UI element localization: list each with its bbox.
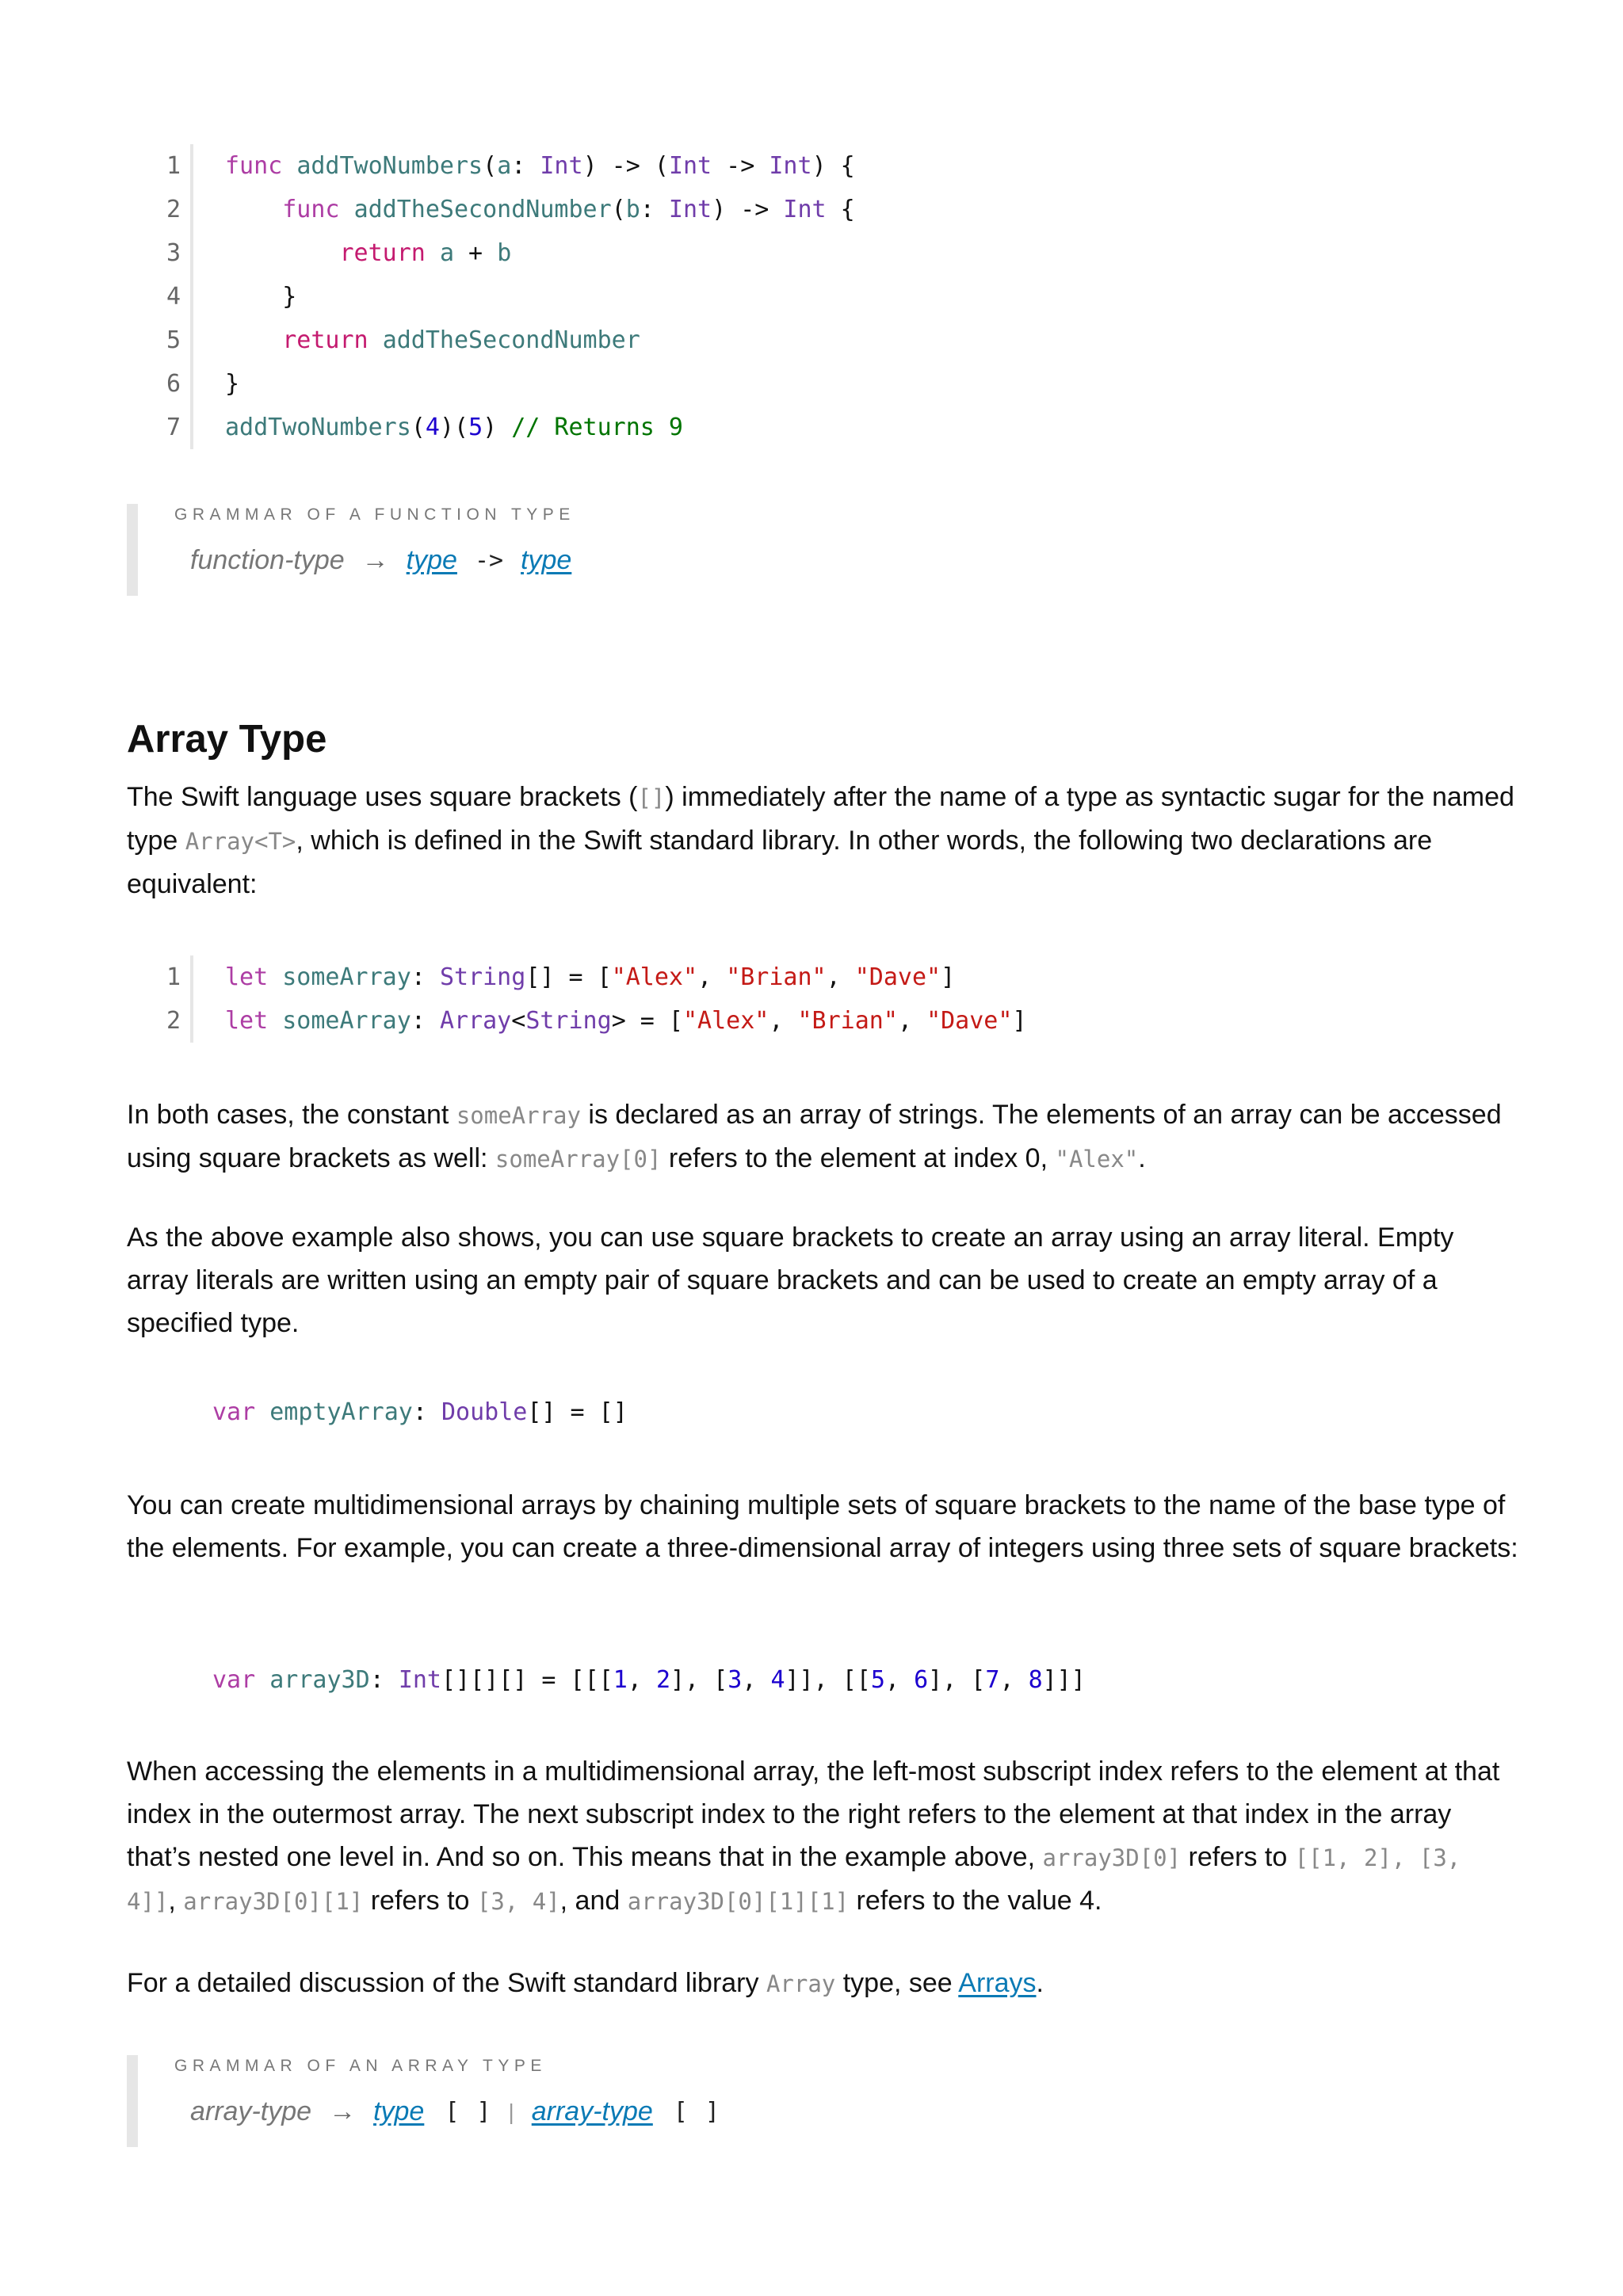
inline-code: [] <box>637 784 666 811</box>
grammar-token: [ <box>445 2098 460 2126</box>
inline-code: array3D[0][1][1] <box>627 1888 850 1915</box>
code-line: 1 func addTwoNumbers(a: Int) -> (Int -> Int) { <box>127 144 855 188</box>
code-number: 1 <box>613 1666 628 1694</box>
code-snippet-array3d: var array3D: Int[][][] = [[[1, 2], [3, 4]], [[5, 6], [7, 8]]] <box>212 1666 1086 1694</box>
code-block-array-declarations <box>127 955 1027 1043</box>
text: When accessing the elements in a multidimensional array, the left-most subscript index refers to the element at that index in the outermost array. The next subscript index to the right refers to the element at that index in the array that’s nested one level in. And so on. This means that in the example above, <box>127 1756 1500 1872</box>
code-comment: // Returns 9 <box>511 414 683 441</box>
line-number: 6 <box>127 362 193 406</box>
grammar-nonterminal: array-type <box>190 2096 312 2126</box>
text: The Swift language uses square brackets ( <box>127 782 638 812</box>
line-number: 2 <box>127 999 193 1043</box>
grammar-token: ] <box>705 2098 720 2126</box>
paragraph-array-literal: As the above example also shows, you can use square brackets to create an array using an array literal. Empty array literals are written using an empty pair of square brackets and can be used to create an empty array of a specified type. <box>127 1222 1454 1338</box>
grammar-nonterminal: function-type <box>190 545 345 575</box>
text: For a detailed discussion of the Swift standard library <box>127 1968 766 1998</box>
grammar-box-function-type <box>127 504 602 596</box>
paragraph-multidimensional: You can create multidimensional arrays by chaining multiple sets of square brackets to the name of the base type of the elements. For example, you can create a three-dimensional array of integers using three sets of square brackets: <box>127 1490 1518 1563</box>
code-number: 5 <box>870 1666 885 1694</box>
text: , <box>168 1886 184 1916</box>
text: type, see <box>835 1968 959 1998</box>
code-number: 5 <box>468 414 483 441</box>
type-link[interactable]: type <box>521 545 572 575</box>
code-keyword: var <box>212 1666 256 1694</box>
code-line: 6 } <box>127 362 855 406</box>
code-number: 8 <box>1028 1666 1043 1694</box>
text: refers to <box>1181 1842 1295 1872</box>
paragraph-intro <box>127 776 1522 906</box>
code-identifier: someArray <box>282 963 411 991</box>
arrow-icon: → <box>361 545 389 575</box>
code-identifier: a <box>439 239 454 267</box>
code-line: 3 return a + b <box>127 231 855 275</box>
code-identifier: b <box>625 196 640 223</box>
code-keyword: func <box>282 196 340 223</box>
code-keyword: let <box>225 1007 269 1035</box>
type-link[interactable]: type <box>406 545 457 575</box>
code-line <box>127 318 855 362</box>
code-identifier: addTheSecondNumber <box>353 196 612 223</box>
inline-code: [3, 4] <box>476 1888 560 1915</box>
code-string: "Alex" <box>611 963 698 991</box>
grammar-title: GRAMMAR OF AN ARRAY TYPE <box>174 2057 547 2075</box>
type-link[interactable]: type <box>373 2096 425 2126</box>
code-type: Int <box>540 152 583 180</box>
grammar-production <box>190 2096 720 2127</box>
code-identifier: someArray <box>282 1007 411 1035</box>
grammar-title: GRAMMAR OF A FUNCTION TYPE <box>174 505 575 524</box>
inline-code: Array <box>766 1970 836 1997</box>
line-number: 7 <box>127 406 193 449</box>
code-keyword: let <box>225 963 269 991</box>
code-string: "Brian" <box>726 963 827 991</box>
code-identifier: a <box>497 152 512 180</box>
code-line: 1 let someArray: String[] = ["Alex", "Brian", "Dave"] <box>127 955 1027 999</box>
grammar-token: ] <box>476 2098 491 2126</box>
code-line: 7 addTwoNumbers(4)(5) // Returns 9 <box>127 406 855 449</box>
line-number: 3 <box>127 231 193 275</box>
text: . <box>1138 1143 1146 1173</box>
code-line: 2 func addTheSecondNumber(b: Int) -> Int { <box>127 188 855 231</box>
inline-code: array3D[0][1] <box>183 1888 364 1915</box>
paragraph-some-array <box>127 1093 1522 1180</box>
inline-code: "Alex" <box>1055 1146 1139 1173</box>
code-type: Int <box>668 152 712 180</box>
code-keyword: func <box>225 152 283 180</box>
text: ) immediately after the name of a type as syntactic sugar for the named type <box>127 782 1514 856</box>
code-line: 2 let someArray: Array<String> = ["Alex", "Brian", "Dave"] <box>127 999 1027 1043</box>
code-number: 3 <box>727 1666 743 1694</box>
code-identifier: addTwoNumbers <box>296 152 483 180</box>
arrow-icon: → <box>329 2096 357 2126</box>
code-number: 7 <box>985 1666 1000 1694</box>
code-type: Int <box>783 196 827 223</box>
code-number: 4 <box>425 414 440 441</box>
code-number: 2 <box>655 1666 670 1694</box>
code-type: Double <box>441 1398 528 1426</box>
text: refers to the element at index 0, <box>661 1143 1056 1173</box>
text: is declared as an array of strings. The elements of an array can be accessed using square brackets as well: <box>127 1100 1502 1173</box>
code-keyword: return <box>282 326 369 354</box>
arrays-link[interactable]: Arrays <box>958 1968 1037 1998</box>
code-type: String <box>439 963 526 991</box>
array-type-link[interactable]: array-type <box>531 2096 653 2126</box>
inline-code: Array<T> <box>185 828 296 855</box>
code-string: "Dave" <box>854 963 941 991</box>
code-string: "Brian" <box>797 1007 898 1035</box>
grammar-separator: | <box>508 2099 514 2124</box>
line-number: 2 <box>127 188 193 231</box>
code-identifier: addTwoNumbers <box>225 414 411 441</box>
inline-code: array3D[0] <box>1042 1844 1182 1871</box>
text: refers to the value 4. <box>849 1886 1102 1916</box>
section-heading: Array Type <box>127 718 327 761</box>
code-snippet-empty-array: var emptyArray: Double[] = [] <box>212 1398 628 1426</box>
code-identifier: addTheSecondNumber <box>382 326 640 354</box>
text: , which is defined in the Swift standard library. In other words, the following two declarations are equivalent: <box>127 826 1433 899</box>
code-number: 6 <box>914 1666 929 1694</box>
code-line: 4 } <box>127 275 855 318</box>
code-type: String <box>525 1007 612 1035</box>
inline-code: [[1, 2], [3, 4]] <box>127 1844 1461 1915</box>
code-string: "Dave" <box>926 1007 1013 1035</box>
code-keyword: return <box>339 239 426 267</box>
paragraph-subscript-index <box>127 1750 1522 1923</box>
code-number: 4 <box>770 1666 785 1694</box>
line-number: 1 <box>127 955 193 999</box>
code-block-function <box>127 144 855 449</box>
text: . <box>1036 1968 1044 1998</box>
paragraph-see-arrays <box>127 1962 1522 2005</box>
code-identifier: b <box>497 239 512 267</box>
code-type: Int <box>398 1666 441 1694</box>
code-identifier: array3D <box>269 1666 370 1694</box>
inline-code: someArray <box>456 1102 581 1129</box>
grammar-token: -> <box>474 547 504 574</box>
code-type: Int <box>668 196 712 223</box>
grammar-box-array-type <box>127 2055 720 2147</box>
text: refers to <box>363 1886 477 1916</box>
code-string: "Alex" <box>683 1007 769 1035</box>
code-identifier: emptyArray <box>269 1398 413 1426</box>
line-number: 4 <box>127 275 193 318</box>
text: In both cases, the constant <box>127 1100 456 1130</box>
code-type: Int <box>769 152 812 180</box>
grammar-production <box>190 545 571 576</box>
inline-code: someArray[0] <box>495 1146 662 1173</box>
line-number: 5 <box>127 318 193 362</box>
code-keyword: var <box>212 1398 256 1426</box>
text: , and <box>559 1886 628 1916</box>
code-type: Array <box>439 1007 512 1035</box>
grammar-token: [ <box>673 2098 688 2126</box>
line-number: 1 <box>127 144 193 188</box>
